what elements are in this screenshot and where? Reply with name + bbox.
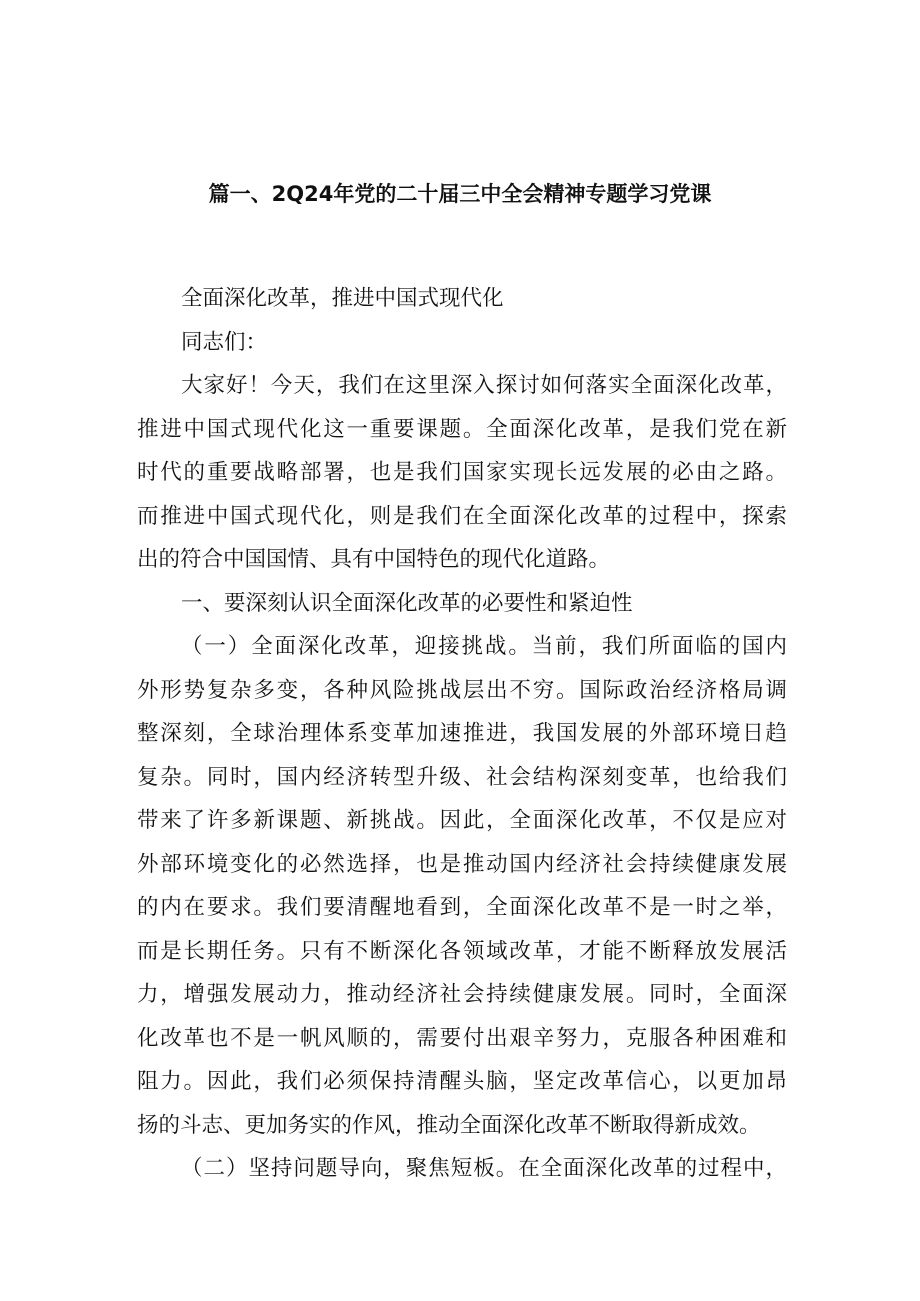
intro-line: 大家好！今天，我们在这里深入探讨如何落实全面深化改革， (181, 373, 787, 398)
paragraph-line: 力，增强发展动力，推动经济社会持续健康发展。同时，全面深 (137, 982, 787, 1007)
paragraph-line: 扬的斗志、更加务实的作风，推动全面深化改革不断取得新成效。 (137, 1112, 761, 1138)
intro-line: 出的符合中国国情、具有中国特色的现代化道路。 (137, 547, 611, 572)
intro-line: 而推进中国式现代化，则是我们在全面深化改革的过程中，探索 (137, 503, 787, 529)
paragraph-line: 的内在要求。我们要清醒地看到，全面深化改革不是一时之举， (137, 895, 787, 920)
paragraph-line: （二）坚持问题导向，聚焦短板。在全面深化改革的过程中， (181, 1156, 787, 1181)
paragraph-line: 外形势复杂多变，各种风险挑战层出不穷。国际政治经济格局调 (137, 677, 787, 703)
paragraph-line: 带来了许多新课题、新挑战。因此，全面深化改革，不仅是应对 (137, 808, 787, 833)
paragraph-line: （一）全面深化改革，迎接挑战。当前，我们所面临的国内 (181, 634, 787, 659)
paragraph-line: 化改革也不是一帆风顺的，需要付出艰辛努力，克服各种困难和 (137, 1025, 787, 1051)
paragraph-line: 整深刻，全球治理体系变革加速推进，我国发展的外部环境日趋 (137, 721, 787, 746)
document-body (137, 277, 787, 1191)
section-heading: 一、要深刻认识全面深化改革的必要性和紧迫性 (181, 590, 633, 616)
intro-line: 推进中国式现代化这一重要课题。全面深化改革，是我们党在新 (137, 416, 787, 442)
paragraph-line: 外部环境变化的必然选择，也是推动国内经济社会持续健康发展 (137, 851, 787, 877)
document-title: 篇一、2Q24年党的二十届三中全会精神专题学习党课 (208, 182, 712, 206)
paragraph-line: 阻力。因此，我们必须保持清醒头脑，坚定改革信心，以更加昂 (137, 1069, 787, 1094)
intro-line: 时代的重要战略部署，也是我们国家实现长远发展的必由之路。 (137, 460, 787, 485)
paragraph-line: 而是长期任务。只有不断深化各领域改革，才能不断释放发展活 (137, 938, 787, 964)
paragraph-line: 复杂。同时，国内经济转型升级、社会结构深刻变革，也给我们 (137, 764, 787, 790)
salutation: 同志们： (181, 329, 268, 355)
subtitle: 全面深化改革，推进中国式现代化 (181, 286, 504, 311)
